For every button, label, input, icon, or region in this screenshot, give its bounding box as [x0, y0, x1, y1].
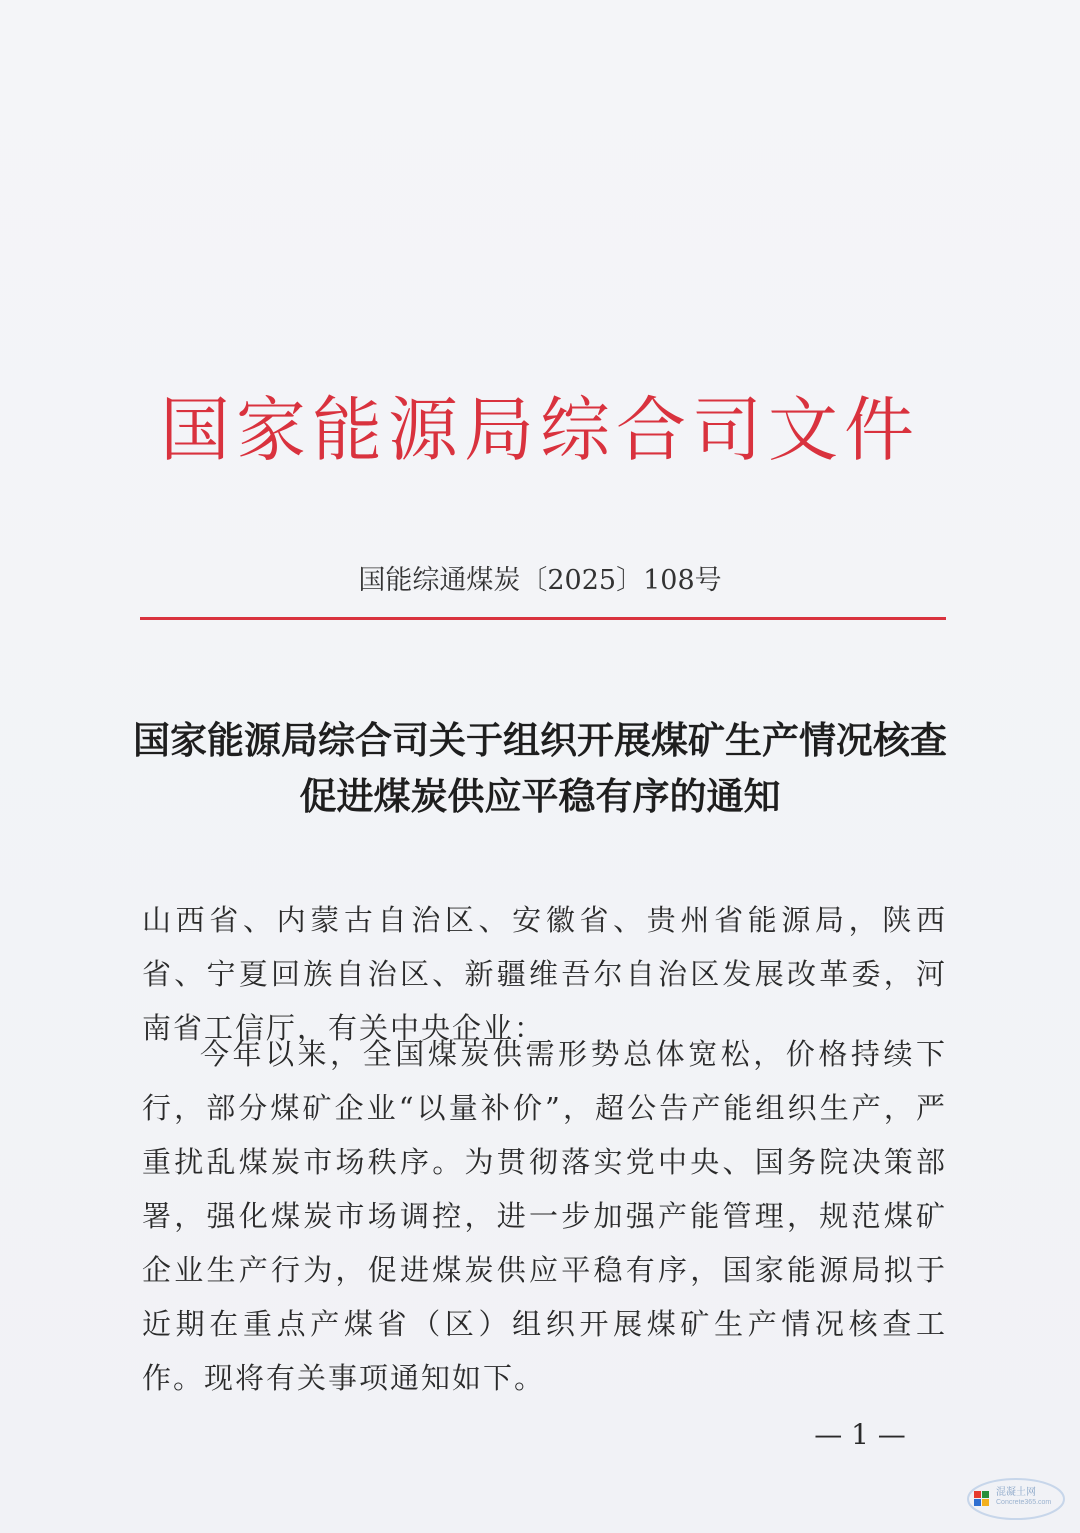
logo-square-red [974, 1491, 981, 1498]
notice-title-line-2: 促进煤炭供应平稳有序的通知 [299, 774, 781, 818]
notice-title-line-1: 国家能源局综合司关于组织开展煤矿生产情况核查 [133, 718, 947, 762]
watermark-site-name: 混凝土网 [996, 1487, 1036, 1498]
logo-square-green [982, 1491, 989, 1498]
recipients-paragraph: 山西省、内蒙古自治区、安徽省、贵州省能源局，陕西省、宁夏回族自治区、新疆维吾尔自治区发展改革委，河南省工信厅，有关中央企业： [142, 903, 947, 1045]
issuer-red-header: 国家能源局综合司文件 [160, 389, 920, 471]
site-watermark [966, 1469, 1066, 1525]
watermark-site-url: Concrete365.com [996, 1499, 1052, 1506]
page-number: — 1 — [814, 1418, 906, 1451]
body-paragraph-1: 今年以来，全国煤炭供需形势总体宽松，价格持续下行，部分煤矿企业“以量补价”，超公告产能组织生产，严重扰乱煤炭市场秩序。为贯彻落实党中央、国务院决策部署，强化煤炭市场调控，进一步加强产能管理，规范煤矿企业生产行为，促进煤炭供应平稳有序，国家能源局拟于近期在重点产煤省（区）组织开展煤矿生产情况核查工作。现将有关事项通知如下。 [142, 1037, 947, 1395]
logo-square-blue [974, 1499, 981, 1506]
notice-title [0, 712, 1080, 824]
red-divider-rule [140, 617, 946, 620]
document-number: 国能综通煤炭〔2025〕108号 [358, 565, 722, 596]
logo-square-yellow [982, 1499, 989, 1506]
